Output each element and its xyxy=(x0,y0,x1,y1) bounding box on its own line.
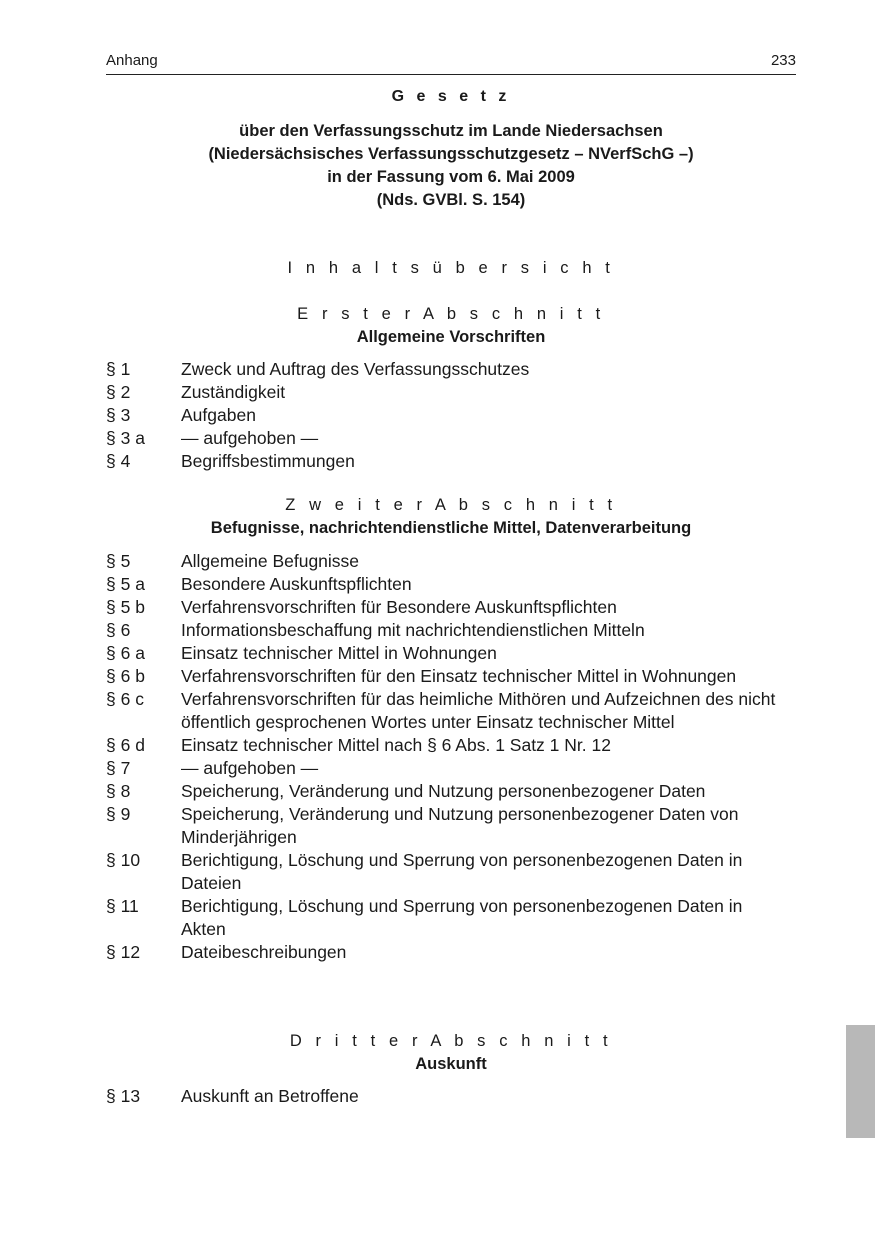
entry-text: Verfahrensvorschriften für das heimliche Mithören und Aufzeichnen des nicht öffentlich gesprochenen Wortes unter Einsatz technischer Mittel xyxy=(181,689,776,732)
entry-text: Begriffsbestimmungen xyxy=(181,451,355,471)
entry-number: § 11 xyxy=(106,896,139,916)
entry-number: § 7 xyxy=(106,758,131,778)
entry-number: § 9 xyxy=(106,804,131,824)
toc-entry xyxy=(106,895,796,941)
section-3-list xyxy=(106,1085,796,1108)
entry-number: § 6 d xyxy=(106,735,145,755)
entry-number: § 1 xyxy=(106,359,131,379)
entry-number: § 5 b xyxy=(106,597,145,617)
entry-number: § 2 xyxy=(106,382,131,402)
entry-text: Besondere Auskunftspflichten xyxy=(181,574,412,594)
law-title-line-2: (Niedersächsisches Verfassungsschutzgesetz – NVerfSchG –) xyxy=(208,145,694,163)
toc-entry xyxy=(106,404,796,427)
entry-text: Zuständigkeit xyxy=(181,382,286,402)
entry-number: § 10 xyxy=(106,850,141,870)
law-title-line-3: in der Fassung vom 6. Mai 2009 xyxy=(327,168,575,186)
entry-text: Einsatz technischer Mittel nach § 6 Abs. 1 Satz 1 Nr. 12 xyxy=(181,735,611,755)
toc-entry xyxy=(106,642,796,665)
toc-entry xyxy=(106,803,796,849)
toc-entry xyxy=(106,358,796,381)
entry-number: § 4 xyxy=(106,451,131,471)
toc-entry xyxy=(106,573,796,596)
section-3-label: D r i t t e r A b s c h n i t t xyxy=(289,1032,613,1050)
section-1-label: E r s t e r A b s c h n i t t xyxy=(297,305,605,323)
toc-entry xyxy=(106,757,796,780)
entry-text: Speicherung, Veränderung und Nutzung personenbezogener Daten von Minderjährigen xyxy=(181,804,739,847)
entry-text: — aufgehoben — xyxy=(181,428,319,448)
law-title-line-4: (Nds. GVBl. S. 154) xyxy=(376,191,526,209)
entry-number: § 3 xyxy=(106,405,131,425)
entry-text: Berichtigung, Löschung und Sperrung von personenbezogenen Daten in Akten xyxy=(181,896,743,939)
section-2-label: Z w e i t e r A b s c h n i t t xyxy=(285,496,617,514)
entry-text: Informationsbeschaffung mit nachrichtendienstlichen Mitteln xyxy=(181,620,645,640)
page-number: 233 xyxy=(770,52,796,69)
toc-entry xyxy=(106,688,796,734)
entry-text: Berichtigung, Löschung und Sperrung von personenbezogenen Daten in Dateien xyxy=(181,850,743,893)
entry-text: Speicherung, Veränderung und Nutzung personenbezogener Daten xyxy=(181,781,706,801)
toc-entry xyxy=(106,665,796,688)
section-1-list xyxy=(106,358,796,473)
toc-entry xyxy=(106,941,796,964)
entry-text: Dateibeschreibungen xyxy=(181,942,347,962)
entry-text: Aufgaben xyxy=(181,405,256,425)
toc-entry xyxy=(106,780,796,803)
entry-number: § 6 a xyxy=(106,643,145,663)
entry-text: — aufgehoben — xyxy=(181,758,319,778)
toc-entry xyxy=(106,427,796,450)
law-heading: G e s e t z xyxy=(391,88,511,105)
toc-entry xyxy=(106,550,796,573)
entry-number: § 6 c xyxy=(106,689,144,709)
entry-text: Zweck und Auftrag des Verfassungsschutzes xyxy=(181,359,530,379)
entry-number: § 8 xyxy=(106,781,131,801)
toc-heading: I n h a l t s ü b e r s i c h t xyxy=(287,259,615,277)
section-2-title: Befugnisse, nachrichtendienstliche Mittel, Datenverarbeitung xyxy=(210,519,692,537)
entry-number: § 5 xyxy=(106,551,131,571)
entry-text: Einsatz technischer Mittel in Wohnungen xyxy=(181,643,497,663)
entry-number: § 5 a xyxy=(106,574,145,594)
thumb-index-tab xyxy=(846,1025,875,1138)
entry-number: § 12 xyxy=(106,942,141,962)
toc-entry xyxy=(106,596,796,619)
entry-text: Auskunft an Betroffene xyxy=(181,1086,359,1106)
page-header xyxy=(106,52,796,75)
toc-entry xyxy=(106,849,796,895)
entry-text: Allgemeine Befugnisse xyxy=(181,551,360,571)
entry-number: § 13 xyxy=(106,1086,141,1106)
entry-number: § 6 b xyxy=(106,666,145,686)
law-title-line-1: über den Verfassungsschutz im Lande Niedersachsen xyxy=(239,122,663,140)
entry-number: § 3 a xyxy=(106,428,145,448)
entry-text: Verfahrensvorschriften für den Einsatz technischer Mittel in Wohnungen xyxy=(181,666,737,686)
running-title: Anhang xyxy=(106,52,158,69)
toc-entry xyxy=(106,1085,796,1108)
law-title-block xyxy=(106,120,796,212)
section-2-list xyxy=(106,550,796,964)
entry-number: § 6 xyxy=(106,620,131,640)
toc-entry xyxy=(106,450,796,473)
section-1-title: Allgemeine Vorschriften xyxy=(356,328,546,346)
toc-entry xyxy=(106,619,796,642)
entry-text: Verfahrensvorschriften für Besondere Auskunftspflichten xyxy=(181,597,617,617)
section-3-title: Auskunft xyxy=(415,1055,487,1073)
toc-entry xyxy=(106,734,796,757)
toc-entry xyxy=(106,381,796,404)
